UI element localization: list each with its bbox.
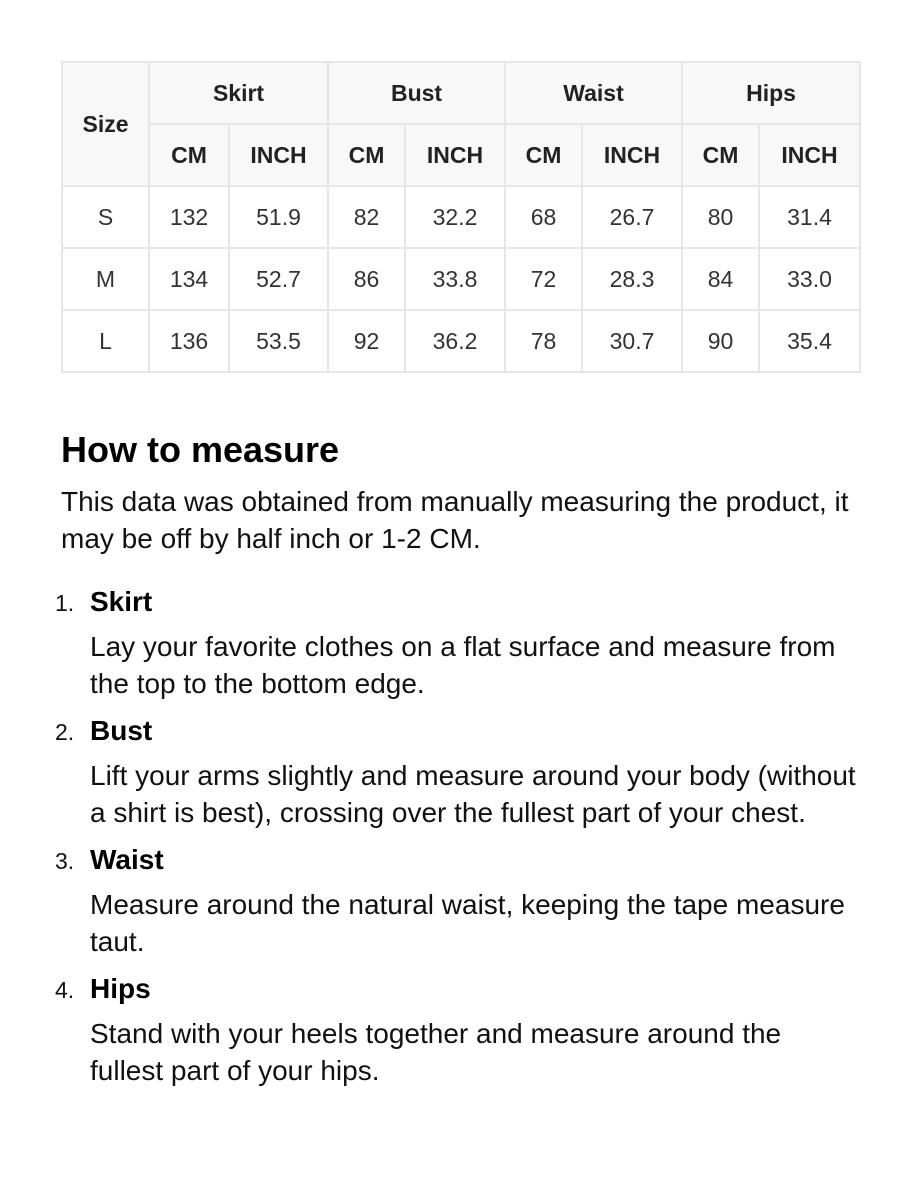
table-header-row-units: [62, 124, 860, 186]
size-column-header: Size: [62, 62, 149, 186]
table-cell: 90: [682, 310, 759, 372]
step-number: 4.: [55, 977, 75, 1003]
group-header-hips: Hips: [682, 62, 860, 124]
table-cell: 82: [328, 186, 405, 248]
unit-header: INCH: [759, 124, 860, 186]
table-cell: 51.9: [229, 186, 328, 248]
table-cell: 53.5: [229, 310, 328, 372]
step-description: Stand with your heels together and measure around the fullest part of your hips.: [90, 1018, 782, 1086]
group-header-skirt: Skirt: [149, 62, 328, 124]
unit-header: CM: [328, 124, 405, 186]
how-to-measure-section: [55, 428, 861, 1101]
unit-header: CM: [505, 124, 582, 186]
step-description: Measure around the natural waist, keeping the tape measure taut.: [90, 889, 845, 957]
size-cell: L: [62, 310, 149, 372]
table-cell: 72: [505, 248, 582, 310]
step-bust: [55, 714, 861, 831]
table-row: [62, 310, 860, 372]
table-header-row-groups: [62, 62, 860, 124]
table-cell: 84: [682, 248, 759, 310]
section-title: How to measure: [61, 429, 340, 470]
table-cell: 86: [328, 248, 405, 310]
size-chart-table: [61, 61, 861, 373]
table-cell: 33.0: [759, 248, 860, 310]
unit-header: INCH: [405, 124, 505, 186]
step-skirt: [55, 585, 861, 702]
table-cell: 32.2: [405, 186, 505, 248]
table-cell: 132: [149, 186, 229, 248]
table-row: [62, 186, 860, 248]
table-cell: 28.3: [582, 248, 682, 310]
unit-header: CM: [149, 124, 229, 186]
step-number: 1.: [55, 590, 75, 616]
table-cell: 31.4: [759, 186, 860, 248]
table-cell: 78: [505, 310, 582, 372]
size-cell: M: [62, 248, 149, 310]
table-cell: 30.7: [582, 310, 682, 372]
table-cell: 68: [505, 186, 582, 248]
unit-header: INCH: [582, 124, 682, 186]
table-cell: 80: [682, 186, 759, 248]
group-header-waist: Waist: [505, 62, 682, 124]
step-hips: [55, 972, 861, 1089]
table-cell: 134: [149, 248, 229, 310]
table-cell: 36.2: [405, 310, 505, 372]
table-cell: 33.8: [405, 248, 505, 310]
step-description: Lift your arms slightly and measure around your body (without a shirt is best), crossing over the fullest part of your chest.: [90, 760, 856, 828]
step-title: Skirt: [90, 586, 153, 617]
unit-header: CM: [682, 124, 759, 186]
step-waist: [55, 843, 861, 960]
step-title: Waist: [90, 844, 164, 875]
table-cell: 52.7: [229, 248, 328, 310]
group-header-bust: Bust: [328, 62, 505, 124]
step-description: Lay your favorite clothes on a flat surface and measure from the top to the bottom edge.: [90, 631, 836, 699]
measure-steps-list: [55, 585, 861, 1089]
table-row: [62, 248, 860, 310]
step-title: Bust: [90, 715, 153, 746]
table-cell: 136: [149, 310, 229, 372]
table-cell: 35.4: [759, 310, 860, 372]
unit-header: INCH: [229, 124, 328, 186]
step-number: 2.: [55, 719, 75, 745]
table-cell: 92: [328, 310, 405, 372]
table-cell: 26.7: [582, 186, 682, 248]
step-title: Hips: [90, 973, 151, 1004]
step-number: 3.: [55, 848, 75, 874]
section-intro: This data was obtained from manually measuring the product, it may be off by half inch or 1-2 CM.: [61, 486, 849, 554]
size-cell: S: [62, 186, 149, 248]
